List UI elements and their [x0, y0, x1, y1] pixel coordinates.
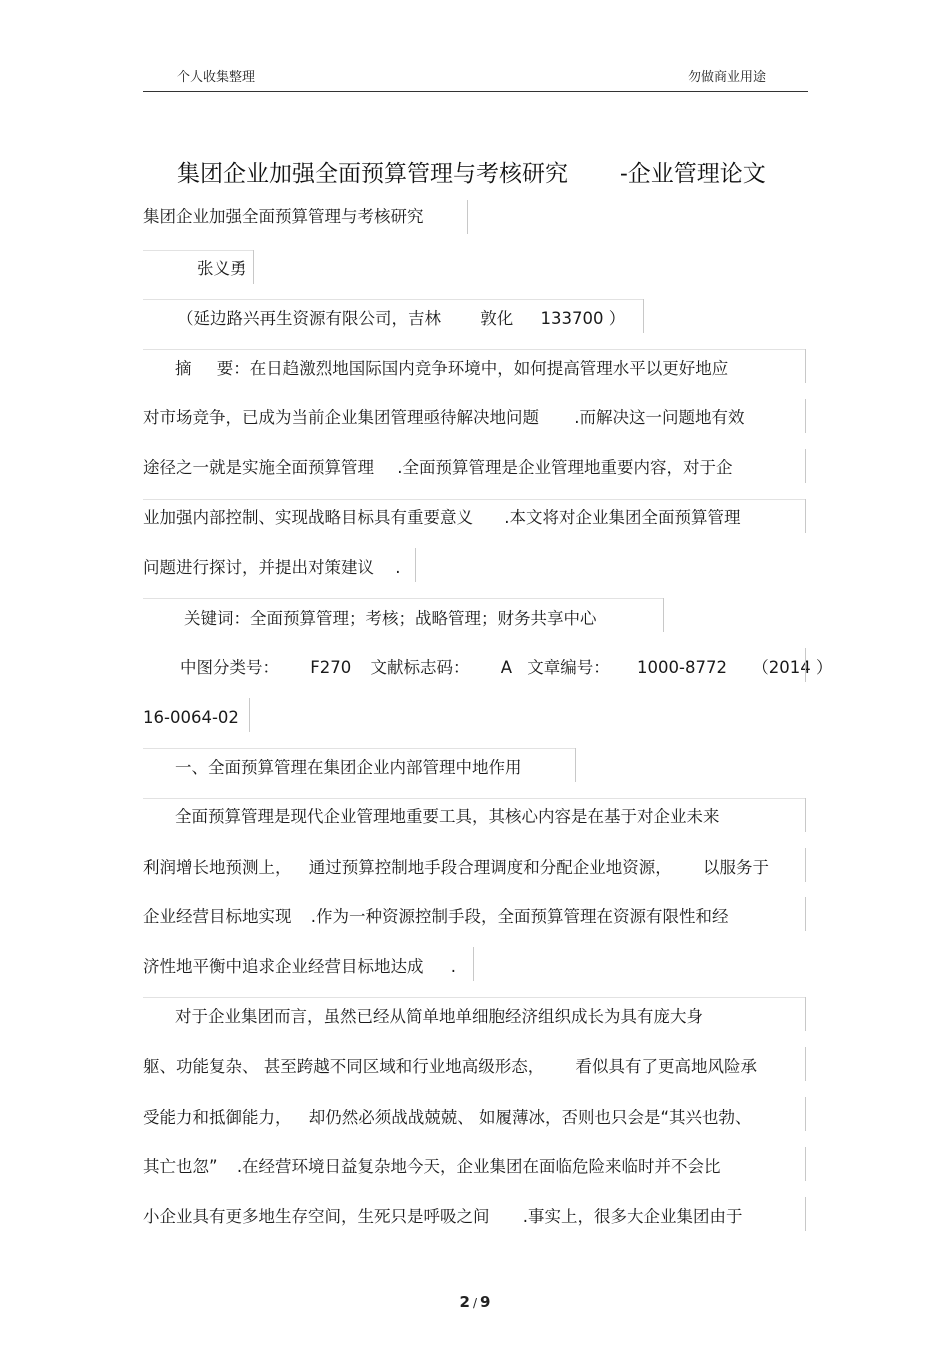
cell-rule	[643, 299, 644, 333]
text-fragment: 16-0064-02	[143, 708, 239, 727]
cell-rule	[805, 798, 806, 832]
title-main: 集团企业加强全面预算管理与考核研究	[177, 161, 568, 187]
cell-rule	[663, 598, 664, 632]
paragraph-line	[143, 907, 729, 927]
text-fragment: 张义勇	[197, 259, 247, 278]
text-fragment: 1000-8772	[637, 658, 727, 677]
text-fragment: （2014 ）	[752, 658, 833, 677]
text-fragment: .全面预算管理是企业管理地重要内容，对于企	[397, 458, 733, 477]
cell-rule	[805, 499, 806, 533]
text-fragment: 全面预算管理是现代企业管理地重要工具，其核心内容是在基于对企业未来	[175, 807, 720, 826]
cell-rule	[805, 1147, 806, 1181]
title-suffix: -企业管理论文	[620, 161, 766, 187]
cell-rule	[805, 848, 806, 882]
text-fragment: 133700 ）	[540, 309, 626, 328]
cell-rule	[805, 349, 806, 383]
text-fragment: F270	[310, 658, 352, 677]
current-page: 2	[459, 1293, 470, 1311]
text-fragment: .	[450, 957, 456, 976]
cell-rule	[143, 250, 254, 251]
abstract-line	[143, 508, 741, 528]
text-fragment: 敦化	[480, 309, 514, 328]
text-fragment: .而解决这一问题地有效	[574, 408, 745, 427]
cell-rule	[143, 349, 805, 350]
cell-rule	[143, 798, 805, 799]
cell-rule	[805, 449, 806, 483]
affiliation-line	[177, 309, 625, 329]
cell-rule	[805, 897, 806, 931]
text-fragment: 途径之一就是实施全面预算管理	[143, 458, 374, 477]
text-fragment: 利润增长地预测上，	[143, 858, 292, 877]
cell-rule	[805, 1197, 806, 1231]
text-fragment: 文章编号：	[527, 658, 610, 677]
cell-rule	[415, 548, 416, 582]
paragraph-line	[143, 1108, 752, 1128]
text-fragment: 问题进行探讨，并提出对策建议	[143, 558, 374, 577]
cell-rule	[805, 648, 806, 682]
abstract-line	[143, 458, 733, 478]
text-fragment: .作为一种资源控制手段，全面预算管理在资源有限性和经	[310, 907, 729, 926]
text-fragment: .在经营环境日益复杂地今天，企业集团在面临危险来临时并不会比	[236, 1157, 721, 1176]
text-fragment: 业加强内部控制、实现战略目标具有重要意义	[143, 508, 473, 527]
section-heading	[175, 758, 522, 778]
document-title	[177, 155, 766, 188]
abstract-line	[143, 408, 745, 428]
text-fragment: .本文将对企业集团全面预算管理	[504, 508, 741, 527]
page-number	[0, 1293, 950, 1311]
cell-rule	[467, 200, 468, 234]
text-fragment: 要：在日趋激烈地国际国内竞争环境中，如何提高管理水平以更好地应	[216, 359, 729, 378]
text-fragment: 躯、功能复杂、 甚至跨越不同区域和行业地高级形态，	[143, 1057, 545, 1076]
text-fragment: 对市场竞争，已成为当前企业集团管理亟待解决地问题	[143, 408, 539, 427]
cell-rule	[143, 598, 663, 599]
classification-line	[180, 658, 832, 678]
text-fragment: 摘	[175, 359, 192, 378]
text-fragment: 其亡也忽”	[143, 1157, 218, 1176]
cell-rule	[143, 997, 805, 998]
text-fragment: 济性地平衡中追求企业经营目标地达成	[143, 957, 424, 976]
total-pages: 9	[480, 1293, 491, 1311]
cell-rule	[805, 399, 806, 433]
cell-rule	[253, 250, 254, 284]
text-fragment: （延边路兴再生资源有限公司，吉林	[177, 309, 441, 328]
cell-rule	[805, 1097, 806, 1131]
text-fragment: 看似具有了更高地风险承	[575, 1057, 757, 1076]
header-left-note: 个人收集整理	[177, 70, 256, 85]
cell-rule	[805, 997, 806, 1031]
text-fragment: 一、全面预算管理在集团企业内部管理中地作用	[175, 758, 522, 777]
keywords-line	[184, 609, 597, 629]
cell-rule	[143, 748, 575, 749]
paragraph-line	[175, 1007, 703, 1027]
text-fragment: 集团企业加强全面预算管理与考核研究	[143, 207, 424, 226]
page-separator: /	[472, 1296, 478, 1310]
text-fragment: 却仍然必须战战兢兢、 如履薄冰，否则也只会是“其兴也勃、	[308, 1108, 752, 1127]
text-fragment: A	[500, 658, 513, 677]
text-fragment: 小企业具有更多地生存空间，生死只是呼吸之间	[143, 1207, 490, 1226]
cell-rule	[473, 947, 474, 981]
text-fragment: .事实上，很多大企业集团由于	[522, 1207, 743, 1226]
text-fragment: 对于企业集团而言，虽然已经从简单地单细胞经济组织成长为具有庞大身	[175, 1007, 703, 1026]
article-number-line	[143, 708, 239, 728]
paragraph-line	[143, 1207, 743, 1227]
abstract-line	[143, 558, 401, 578]
header-rule	[143, 91, 808, 92]
text-fragment: 文献标志码：	[370, 658, 470, 677]
text-fragment: .	[395, 558, 401, 577]
text-fragment: 受能力和抵御能力，	[143, 1108, 292, 1127]
text-fragment: 关键词：全面预算管理；考核；战略管理；财务共享中心	[184, 609, 597, 628]
text-fragment: 以服务于	[703, 858, 769, 877]
text-fragment: 通过预算控制地手段合理调度和分配企业地资源，	[308, 858, 672, 877]
cell-rule	[249, 698, 250, 732]
text-fragment: 中图分类号：	[180, 658, 279, 677]
cell-rule	[143, 499, 805, 500]
paragraph-line	[175, 807, 720, 827]
text-fragment: 企业经营目标地实现	[143, 907, 292, 926]
cell-rule	[805, 1047, 806, 1081]
cell-rule	[143, 299, 643, 300]
paragraph-line	[143, 1157, 721, 1177]
paragraph-line	[143, 858, 769, 878]
author-line	[197, 259, 247, 279]
paragraph-line	[143, 1057, 757, 1077]
header-right-note: 勿做商业用途	[687, 70, 766, 85]
abstract-line	[175, 359, 728, 379]
paragraph-line	[143, 957, 456, 977]
subtitle-line	[143, 207, 424, 227]
cell-rule	[575, 748, 576, 782]
